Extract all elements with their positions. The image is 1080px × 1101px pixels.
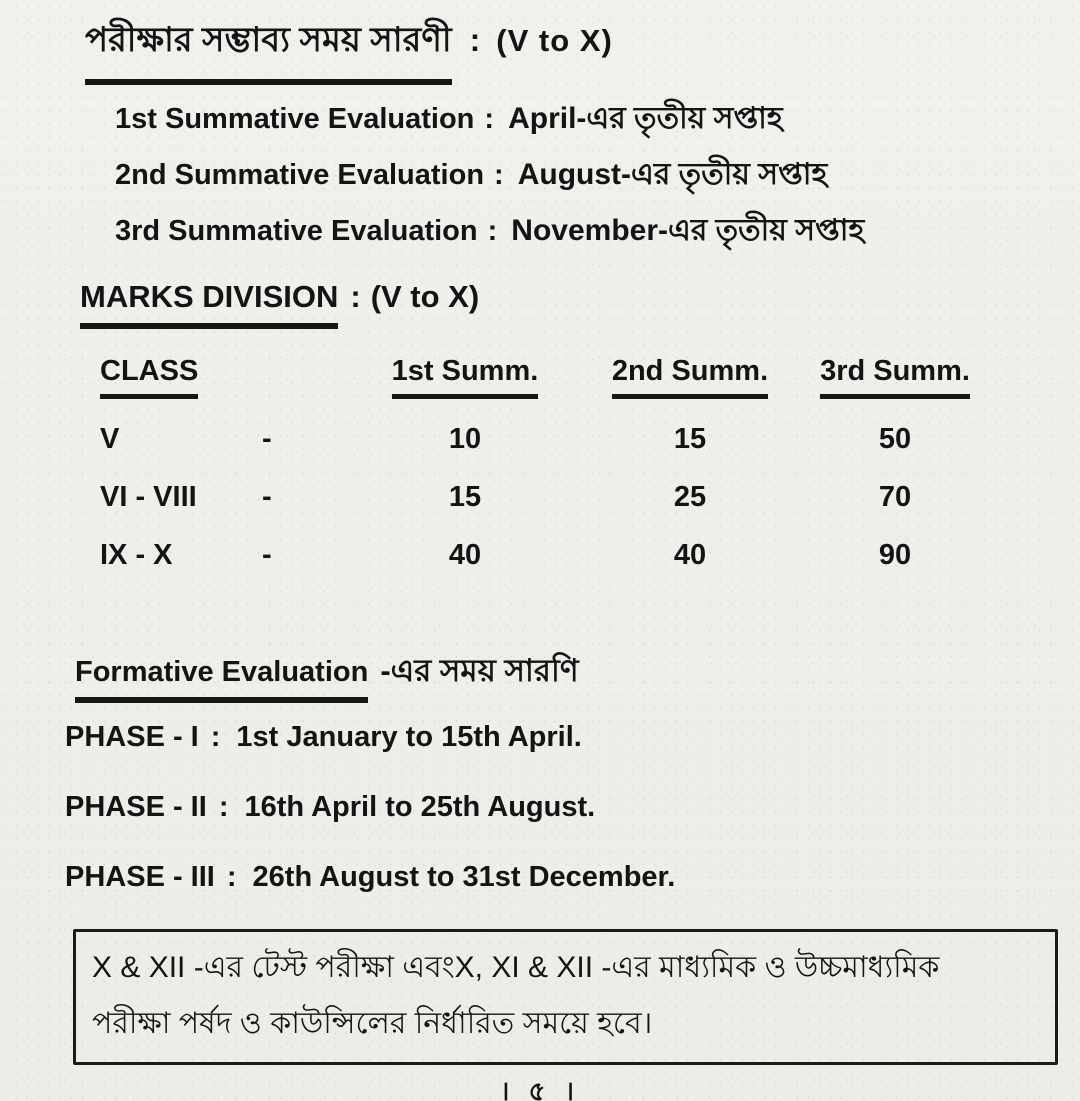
marks-table-header-row bbox=[100, 355, 1000, 399]
summative-row-1 bbox=[115, 101, 1080, 137]
cell-3rd-summ: 50 bbox=[878, 423, 912, 455]
table-row-class-ix-x bbox=[100, 537, 1000, 573]
summative-value-1: April-এর তৃতীয় সপ্তাহ bbox=[508, 102, 783, 135]
column-header-3rd-summ-cell bbox=[790, 355, 1000, 399]
phase-label-3: PHASE - III bbox=[65, 861, 215, 893]
summative-row-3 bbox=[115, 213, 1080, 249]
formative-evaluation-heading bbox=[75, 647, 1080, 703]
cell-dash: - bbox=[262, 539, 272, 571]
column-header-2nd-summ-cell bbox=[590, 355, 790, 399]
exam-schedule-class-range: (V to X) bbox=[496, 23, 613, 58]
cell-3rd-summ: 90 bbox=[878, 539, 912, 571]
summative-value-2: August-এর তৃতীয় সপ্তাহ bbox=[517, 158, 828, 191]
note-line-1: X & XII -এর টেস্ট পরীক্ষা এবংX, XI & XII -এর মাধ্যমিক ও উচ্চমাধ্যমিক bbox=[92, 951, 940, 984]
cell-2nd-summ: 25 bbox=[673, 481, 707, 513]
column-header-1st-summ: 1st Summ. bbox=[392, 355, 539, 399]
summative-row-2 bbox=[115, 157, 1080, 193]
phase-label-2: PHASE - II bbox=[65, 791, 207, 823]
phase-colon-2: : bbox=[218, 791, 229, 823]
cell-1st-summ: 40 bbox=[448, 539, 482, 571]
cell-2nd-summ: 40 bbox=[673, 539, 707, 571]
phase-value-2: 16th April to 25th August. bbox=[244, 791, 596, 823]
summative-colon-2: : bbox=[494, 159, 504, 191]
cell-dash: - bbox=[262, 481, 272, 513]
phase-label-1: PHASE - I bbox=[65, 721, 199, 753]
phase-colon-3: : bbox=[226, 861, 237, 893]
exam-schedule-heading-bn: পরীক্ষার সম্ভাব্য সময় সারণী bbox=[85, 14, 452, 85]
column-header-class-cell bbox=[100, 355, 250, 399]
phase-value-1: 1st January to 15th April. bbox=[236, 721, 582, 753]
summative-label-2: 2nd Summative Evaluation bbox=[115, 159, 485, 191]
summative-colon-1: : bbox=[484, 103, 495, 135]
phase-row-2 bbox=[65, 789, 1080, 825]
cell-1st-summ: 15 bbox=[448, 481, 482, 513]
page-number: । ৫ । bbox=[500, 1076, 580, 1101]
cell-class: VI - VIII bbox=[100, 481, 197, 513]
phase-value-3: 26th August to 31st December. bbox=[252, 861, 676, 893]
cell-1st-summ: 10 bbox=[448, 423, 482, 455]
table-row-class-v bbox=[100, 421, 1000, 457]
marks-division-heading bbox=[80, 279, 1080, 329]
column-header-2nd-summ: 2nd Summ. bbox=[612, 355, 768, 399]
phase-row-1 bbox=[65, 719, 1080, 755]
cell-class: V bbox=[100, 423, 120, 455]
phase-row-3 bbox=[65, 859, 1080, 895]
note-line-2: পরীক্ষা পর্ষদ ও কাউন্সিলের নির্ধারিত সময়ে হবে। bbox=[92, 1007, 653, 1040]
table-row-class-vi-viii bbox=[100, 479, 1000, 515]
marks-division-heading-text: MARKS DIVISION bbox=[80, 279, 338, 329]
summative-schedule-list bbox=[115, 101, 1080, 249]
cell-2nd-summ: 15 bbox=[673, 423, 707, 455]
note-box bbox=[73, 929, 1058, 1065]
summative-label-1: 1st Summative Evaluation bbox=[115, 103, 475, 135]
marks-division-class-range: (V to X) bbox=[370, 279, 480, 314]
summative-colon-3: : bbox=[487, 215, 498, 247]
formative-heading-bn: -এর সময় সারণি bbox=[380, 653, 579, 688]
phase-colon-1: : bbox=[210, 721, 221, 753]
column-header-class: CLASS bbox=[100, 355, 198, 399]
summative-label-3: 3rd Summative Evaluation bbox=[115, 215, 478, 247]
phase-list bbox=[65, 719, 1080, 895]
column-header-3rd-summ: 3rd Summ. bbox=[820, 355, 970, 399]
cell-dash: - bbox=[262, 423, 272, 455]
marks-table bbox=[100, 355, 1000, 573]
cell-3rd-summ: 70 bbox=[878, 481, 912, 513]
marks-division-colon: : bbox=[350, 279, 361, 314]
exam-schedule-heading bbox=[85, 0, 1080, 85]
formative-heading-en: Formative Evaluation bbox=[75, 656, 368, 703]
summative-value-3: November-এর তৃতীয় সপ্তাহ bbox=[511, 214, 865, 247]
exam-schedule-heading-colon: : bbox=[469, 22, 481, 58]
cell-class: IX - X bbox=[100, 539, 173, 571]
column-header-1st-summ-cell bbox=[340, 355, 590, 399]
